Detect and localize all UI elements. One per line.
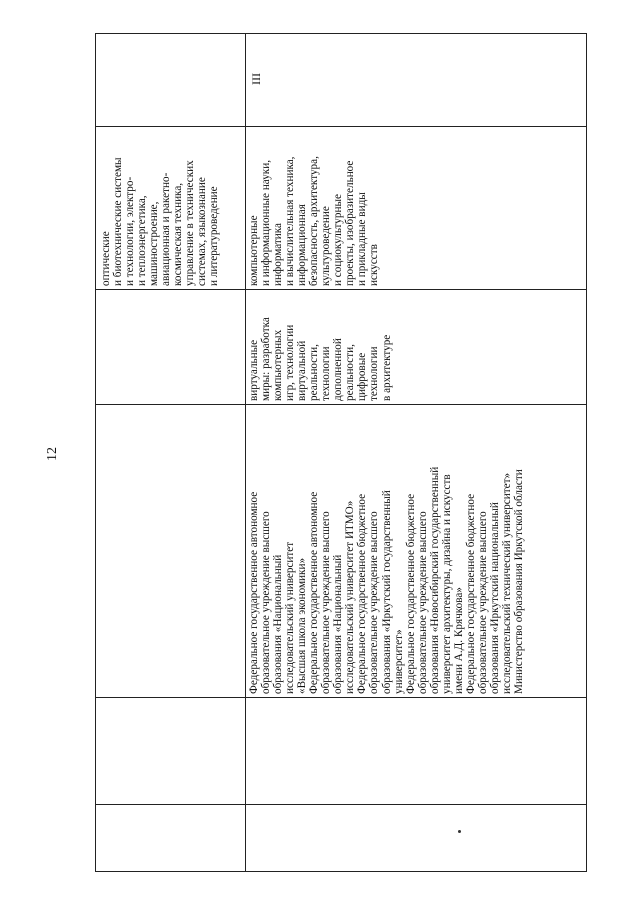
text-line: игр, технологии [284, 324, 297, 401]
text-line: космическая техника, [172, 182, 185, 286]
column-divider [95, 289, 587, 290]
row2-topic-cell [248, 317, 393, 401]
text-line: Федеральное государственное бюджетное [356, 493, 369, 694]
text-line: информатика [272, 222, 285, 286]
level-value: III [249, 73, 263, 85]
text-line: и информационные науки, [260, 159, 273, 286]
text-line: реальности, [308, 344, 321, 401]
text-line: образовательное учреждение высшего [320, 511, 333, 694]
text-line: и социокультурные [332, 194, 345, 286]
text-line: дополненной [332, 338, 345, 401]
text-line: имени А.Д. Крячкова» [452, 587, 465, 694]
column-divider [95, 697, 587, 698]
text-line: безопасность, архитектура, [308, 156, 321, 286]
row-divider [245, 33, 246, 872]
page-number: 12 [45, 447, 60, 461]
text-line: технологии [368, 346, 381, 401]
text-line: машиностроение, [148, 201, 161, 286]
text-line: образовательное учреждение высшего [476, 511, 489, 694]
text-line: образовательное учреждение высшего [368, 511, 381, 694]
table-border-bottom [95, 871, 587, 872]
text-line: в архитектуре [380, 334, 393, 401]
text-line: университет архитектуры, дизайна и искусств [440, 474, 453, 694]
row1-directions-cell [100, 157, 220, 286]
row2-level-cell [250, 73, 262, 85]
text-line: миры: разработка [260, 317, 273, 401]
text-line: реальности, [344, 344, 357, 401]
text-line: образования «Новосибирский государственный [428, 466, 441, 694]
text-line: технологии [320, 346, 333, 401]
text-line: исследовательский технический университет» [500, 472, 513, 694]
text-line: Федеральное государственное автономное [248, 491, 260, 694]
text-line: и теплоэнергетика, [136, 195, 149, 286]
text-line: «Высшая школа экономики» [296, 557, 309, 694]
text-line: компьютерные [248, 215, 260, 286]
olympiad-table [95, 33, 587, 872]
row2-organizations-cell [248, 467, 525, 694]
text-line: и литературоведение [208, 186, 221, 286]
text-line: образования «Иркутский национальный [488, 502, 501, 694]
text-line: искусств [368, 244, 381, 286]
column-divider [95, 804, 587, 805]
table-border-top [95, 33, 587, 34]
text-line: образования «Иркутский государственный [380, 490, 393, 694]
text-line: информационная [296, 204, 309, 286]
text-line: образовательное учреждение высшего [260, 511, 273, 694]
text-line: цифровые [356, 352, 369, 401]
text-line: культуроведение [320, 206, 333, 286]
text-line: Федеральное государственное бюджетное [404, 493, 417, 694]
text-line: и биотехнические системы [112, 157, 125, 286]
text-line: исследовательский университет [284, 541, 297, 694]
column-divider [95, 126, 587, 127]
text-line: Министерство образования Иркутской области [513, 469, 526, 694]
text-line: образования «Национальный [272, 554, 285, 694]
text-line: исследовательский университет ИТМО» [344, 500, 357, 694]
scan-speck [458, 830, 461, 833]
text-line: Федеральное государственное автономное [308, 491, 321, 694]
row2-directions-cell [248, 156, 381, 286]
text-line: компьютерных [272, 329, 285, 401]
text-line: университет» [392, 629, 405, 694]
text-line: образования «Национальный [332, 554, 345, 694]
text-line: проекты, изобразительное [344, 160, 357, 286]
text-line: авиационная и ракетно- [160, 172, 173, 286]
text-line: Федеральное государственное бюджетное [464, 493, 477, 694]
text-line: виртуальной [296, 340, 309, 401]
table-border-right [586, 33, 587, 872]
text-line: и технологии, электро- [124, 176, 137, 286]
text-line: и прикладные виды [356, 192, 369, 286]
text-line: управление в технических [184, 160, 197, 286]
text-line: образовательное учреждение высшего [416, 511, 429, 694]
column-divider [95, 404, 587, 405]
text-line: и вычислительная техника, [284, 156, 297, 286]
text-line: оптические [100, 231, 112, 286]
text-line: виртуальные [248, 339, 260, 401]
text-line: системах, языкознание [196, 177, 209, 286]
table-border-left [95, 33, 96, 872]
